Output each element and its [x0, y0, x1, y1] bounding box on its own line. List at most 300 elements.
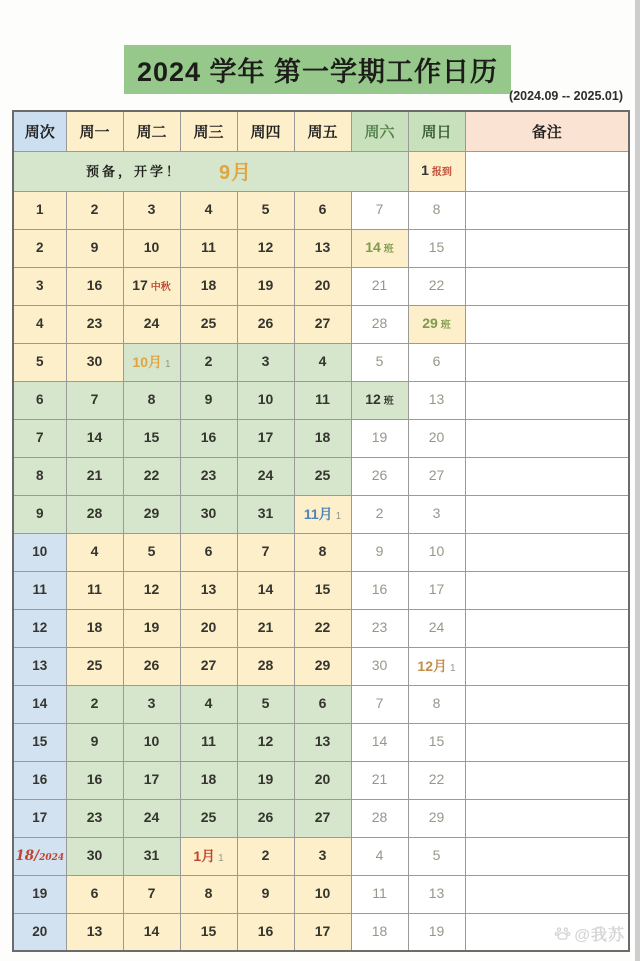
- week-number-cell: [13, 229, 66, 267]
- cell-text: 24: [143, 315, 160, 331]
- week-number-cell: [13, 419, 66, 457]
- day-cell: [294, 381, 351, 419]
- day-cell: [237, 419, 294, 457]
- day-cell: [351, 609, 408, 647]
- cell-text: 10月: [132, 354, 162, 370]
- day-cell: [123, 229, 180, 267]
- cell-text: 27: [314, 315, 331, 331]
- day-cell: [294, 267, 351, 305]
- cell-text: 6: [90, 885, 99, 901]
- cell-text: 27: [428, 467, 445, 483]
- month-banner-cell: [13, 151, 408, 191]
- day-cell: [351, 837, 408, 875]
- day-cell: [180, 267, 237, 305]
- day-cell: [123, 571, 180, 609]
- cell-text: 25: [200, 315, 217, 331]
- day-cell: [408, 685, 465, 723]
- day-cell: [237, 191, 294, 229]
- cell-text: 3: [35, 278, 44, 293]
- cell-text: 29: [314, 657, 331, 673]
- note-cell: [465, 685, 629, 723]
- cell-text: 8: [432, 695, 441, 711]
- week-row-1: [13, 191, 629, 229]
- day-cell: [180, 381, 237, 419]
- day-cell: [351, 723, 408, 761]
- day-cell: [123, 267, 180, 305]
- week-row-20: [13, 913, 629, 951]
- cell-text: 9: [90, 239, 99, 255]
- note-cell: [465, 533, 629, 571]
- day-cell: [237, 229, 294, 267]
- day-cell: [408, 191, 465, 229]
- day-cell: [351, 799, 408, 837]
- cell-text: 26: [143, 657, 160, 673]
- day-cell: [237, 533, 294, 571]
- week-row-13: [13, 647, 629, 685]
- week-row-18: [13, 837, 629, 875]
- cell-text: 10: [143, 733, 160, 749]
- cell-text: 15: [32, 734, 48, 749]
- semester-start-note: 预备，开学！: [86, 164, 183, 180]
- day-cell: [237, 381, 294, 419]
- day-cell: [351, 267, 408, 305]
- day-cell: [66, 571, 123, 609]
- day-cell: [180, 419, 237, 457]
- cell-text: 1: [35, 202, 44, 217]
- day-cell: [180, 229, 237, 267]
- day-cell: [237, 761, 294, 799]
- cell-text: 16: [86, 277, 103, 293]
- cell-text: 4: [375, 847, 384, 863]
- cell-text: 12月: [417, 658, 447, 674]
- week-row-17: [13, 799, 629, 837]
- day-cell: [408, 533, 465, 571]
- cell-text: 班: [440, 320, 451, 331]
- cell-text: 15: [143, 429, 160, 445]
- day-cell: [237, 685, 294, 723]
- day-cell: [123, 381, 180, 419]
- cell-text: 30: [86, 353, 103, 369]
- cell-text: 2024: [39, 853, 65, 863]
- cell-text: 23: [86, 809, 103, 825]
- note-cell: [465, 229, 629, 267]
- cell-text: 4: [204, 695, 213, 711]
- cell-text: 4: [318, 353, 327, 369]
- cell-text: 23: [86, 315, 103, 331]
- cell-text: 班: [383, 396, 394, 407]
- cell-text: 5: [375, 353, 384, 369]
- week-row-3: [13, 267, 629, 305]
- cell-text: 21: [371, 771, 388, 787]
- day-cell: [237, 305, 294, 343]
- day-cell: [351, 457, 408, 495]
- cell-text: 3: [261, 353, 270, 369]
- cell-text: 21: [371, 277, 388, 293]
- month-label-september: 9月: [219, 161, 253, 184]
- cell-text: 10: [428, 543, 445, 559]
- day-cell: [66, 685, 123, 723]
- cell-text: 17: [257, 429, 274, 445]
- day-cell: [294, 533, 351, 571]
- cell-text: 15: [428, 733, 445, 749]
- cell-text: 28: [371, 809, 388, 825]
- day-cell: [294, 305, 351, 343]
- cell-text: 4: [90, 543, 99, 559]
- day-cell: [123, 457, 180, 495]
- day-cell: [180, 837, 237, 875]
- week-row-11: [13, 571, 629, 609]
- cell-text: 2: [35, 240, 44, 255]
- day-cell: [66, 495, 123, 533]
- week-number-cell: [13, 875, 66, 913]
- cell-text: 9: [35, 506, 44, 521]
- cell-text: 18: [314, 429, 331, 445]
- cell-text: 1: [421, 162, 429, 178]
- cell-text: 29: [422, 315, 438, 331]
- week-number-cell: [13, 571, 66, 609]
- day-cell: [294, 875, 351, 913]
- day-cell: [408, 457, 465, 495]
- week-number-cell: [13, 343, 66, 381]
- cell-text: 9: [204, 391, 213, 407]
- day-cell: [66, 837, 123, 875]
- cell-text: 6: [35, 392, 44, 407]
- day-cell: [180, 191, 237, 229]
- cell-text: 13: [314, 239, 331, 255]
- day-cell: [294, 837, 351, 875]
- cell-text: 21: [86, 467, 103, 483]
- day-cell: [408, 267, 465, 305]
- note-cell: [465, 647, 629, 685]
- cell-text: 28: [371, 315, 388, 331]
- cell-text: 30: [371, 657, 388, 673]
- cell-text: 28: [86, 505, 103, 521]
- cell-text: 11: [372, 885, 387, 901]
- day-cell: [237, 647, 294, 685]
- day-cell: [180, 875, 237, 913]
- cell-text: 19: [143, 619, 160, 635]
- cell-text: 9: [261, 885, 270, 901]
- day-cell: [408, 913, 465, 951]
- cell-text: 3: [432, 505, 441, 521]
- cell-text: 17: [32, 810, 48, 825]
- column-header-week: 周次: [13, 111, 66, 151]
- day-cell: [237, 457, 294, 495]
- week-row-8: [13, 457, 629, 495]
- cell-text: 11: [87, 581, 102, 597]
- cell-text: 1: [450, 663, 456, 674]
- day-cell: [123, 305, 180, 343]
- cell-text: 29: [143, 505, 160, 521]
- column-header-notes: 备注: [465, 111, 629, 151]
- week-number-cell: [13, 609, 66, 647]
- week-number-cell: [13, 381, 66, 419]
- day-cell: [66, 533, 123, 571]
- cell-text: 16: [200, 429, 217, 445]
- cell-text: 21: [257, 619, 274, 635]
- week-number-cell: [13, 267, 66, 305]
- cell-text: 19: [32, 886, 48, 901]
- day-cell: [66, 913, 123, 951]
- cell-text: 19: [257, 771, 274, 787]
- cell-text: 5: [147, 543, 156, 559]
- cell-text: 4: [204, 201, 213, 217]
- day-cell: [123, 647, 180, 685]
- day-cell: [237, 875, 294, 913]
- day-cell: [237, 799, 294, 837]
- cell-text: 13: [428, 391, 445, 407]
- cell-text: 7: [35, 430, 44, 445]
- cell-text: 1: [165, 359, 171, 370]
- day-cell: [66, 343, 123, 381]
- week-number-cell: [13, 647, 66, 685]
- cell-text: 20: [200, 619, 217, 635]
- cell-text: 12: [257, 733, 274, 749]
- cell-text: 8: [204, 885, 213, 901]
- day-cell: [66, 267, 123, 305]
- day-cell: [180, 913, 237, 951]
- week-number-cell: [13, 533, 66, 571]
- cell-text: 7: [147, 885, 156, 901]
- cell-text: 20: [314, 277, 331, 293]
- day-cell: [180, 685, 237, 723]
- cell-text: 3: [318, 847, 327, 863]
- day-cell: [237, 571, 294, 609]
- column-header-day7: 周日: [408, 111, 465, 151]
- report-day-cell: [408, 151, 465, 191]
- day-cell: [294, 761, 351, 799]
- day-cell: [408, 419, 465, 457]
- cell-text: 18/: [15, 848, 40, 864]
- calendar-table: [12, 110, 630, 952]
- column-header-day5: 周五: [294, 111, 351, 151]
- week-number-cell: [13, 457, 66, 495]
- week-row-9: [13, 495, 629, 533]
- cell-text: 19: [257, 277, 274, 293]
- cell-text: 2: [90, 695, 99, 711]
- day-cell: [66, 419, 123, 457]
- note-cell: [465, 191, 629, 229]
- cell-text: 15: [428, 239, 445, 255]
- day-cell: [351, 495, 408, 533]
- week-row-4: [13, 305, 629, 343]
- cell-text: 7: [261, 543, 270, 559]
- note-cell: [465, 571, 629, 609]
- day-cell: [351, 191, 408, 229]
- day-cell: [408, 647, 465, 685]
- cell-text: 22: [428, 771, 445, 787]
- cell-text: 23: [371, 619, 388, 635]
- day-cell: [123, 609, 180, 647]
- cell-text: 26: [257, 809, 274, 825]
- cell-text: 11: [315, 391, 330, 407]
- cell-text: 28: [257, 657, 274, 673]
- day-cell: [294, 571, 351, 609]
- day-cell: [180, 457, 237, 495]
- day-cell: [66, 191, 123, 229]
- week-row-6: [13, 381, 629, 419]
- note-cell: [465, 151, 629, 191]
- cell-text: 22: [314, 619, 331, 635]
- cell-text: 25: [200, 809, 217, 825]
- day-cell: [180, 305, 237, 343]
- cell-text: 27: [314, 809, 331, 825]
- cell-text: 10: [257, 391, 274, 407]
- cell-text: 13: [428, 885, 445, 901]
- cell-text: 22: [143, 467, 160, 483]
- day-cell: [66, 723, 123, 761]
- cell-text: 5: [432, 847, 441, 863]
- cell-text: 8: [35, 468, 44, 483]
- cell-text: 14: [365, 239, 381, 255]
- cell-text: 2: [204, 353, 213, 369]
- note-cell: [465, 761, 629, 799]
- day-cell: [123, 419, 180, 457]
- week-number-cell: [13, 495, 66, 533]
- cell-text: 18: [86, 619, 103, 635]
- day-cell: [294, 457, 351, 495]
- cell-text: 29: [428, 809, 445, 825]
- cell-text: 2: [375, 505, 384, 521]
- cell-text: 2: [90, 201, 99, 217]
- note-cell: [465, 723, 629, 761]
- cell-text: 14: [371, 733, 388, 749]
- cell-text: 10: [143, 239, 160, 255]
- day-cell: [123, 837, 180, 875]
- column-header-day3: 周三: [180, 111, 237, 151]
- day-cell: [180, 533, 237, 571]
- cell-text: 2: [261, 847, 270, 863]
- cell-text: 19: [371, 429, 388, 445]
- cell-text: 11月: [303, 506, 333, 522]
- note-cell: [465, 609, 629, 647]
- day-cell: [66, 457, 123, 495]
- day-cell: [123, 913, 180, 951]
- cell-text: 20: [428, 429, 445, 445]
- cell-text: 17: [132, 277, 148, 293]
- cell-text: 15: [200, 922, 217, 939]
- day-cell: [351, 761, 408, 799]
- cell-text: 19: [428, 922, 445, 939]
- cell-text: 17: [314, 922, 331, 939]
- cell-text: 24: [143, 809, 160, 825]
- cell-text: 9: [90, 733, 99, 749]
- day-cell: [237, 343, 294, 381]
- note-cell: [465, 305, 629, 343]
- day-cell: [237, 837, 294, 875]
- day-cell: [408, 799, 465, 837]
- cell-text: 11: [201, 733, 216, 749]
- day-cell: [408, 875, 465, 913]
- day-cell: [351, 875, 408, 913]
- day-cell: [351, 571, 408, 609]
- cell-text: 26: [257, 315, 274, 331]
- cell-text: 10: [314, 885, 331, 901]
- day-cell: [123, 761, 180, 799]
- day-cell: [294, 685, 351, 723]
- cell-text: 1: [218, 853, 224, 864]
- day-cell: [180, 495, 237, 533]
- day-cell: [180, 343, 237, 381]
- week-row-5: [13, 343, 629, 381]
- cell-text: 16: [371, 581, 388, 597]
- cell-text: 24: [257, 467, 274, 483]
- cell-text: 23: [200, 467, 217, 483]
- cell-text: 14: [32, 696, 48, 711]
- cell-text: 30: [200, 505, 217, 521]
- cell-text: 9: [375, 543, 384, 559]
- day-cell: [237, 723, 294, 761]
- cell-text: 18: [200, 277, 217, 293]
- cell-text: 31: [257, 505, 274, 521]
- day-cell: [408, 609, 465, 647]
- cell-text: 25: [314, 467, 331, 483]
- cell-text: 12: [143, 581, 160, 597]
- cell-text: 6: [432, 353, 441, 369]
- cell-text: 12: [32, 620, 48, 635]
- day-cell: [351, 229, 408, 267]
- cell-text: 18: [371, 922, 388, 939]
- cell-text: 12: [257, 239, 274, 255]
- day-cell: [294, 913, 351, 951]
- note-cell: [465, 913, 629, 951]
- day-cell: [294, 343, 351, 381]
- note-cell: [465, 799, 629, 837]
- cell-text: 11: [201, 239, 216, 255]
- cell-text: 13: [314, 733, 331, 749]
- day-cell: [180, 761, 237, 799]
- date-range: (2024.09 -- 2025.01): [509, 89, 623, 103]
- cell-text: 6: [318, 695, 327, 711]
- cell-text: 4: [35, 316, 44, 331]
- cell-text: 14: [257, 581, 274, 597]
- day-cell: [351, 647, 408, 685]
- day-cell: [351, 381, 408, 419]
- cell-text: 10: [32, 544, 48, 559]
- header-row: [13, 111, 629, 151]
- cell-text: 27: [200, 657, 217, 673]
- note-cell: [465, 875, 629, 913]
- week-number-cell: [13, 685, 66, 723]
- cell-text: 8: [147, 391, 156, 407]
- week-row-14: [13, 685, 629, 723]
- day-cell: [351, 305, 408, 343]
- day-cell: [351, 913, 408, 951]
- week-row-19: [13, 875, 629, 913]
- day-cell: [66, 609, 123, 647]
- cell-text: 6: [204, 543, 213, 559]
- day-cell: [123, 723, 180, 761]
- note-cell: [465, 343, 629, 381]
- day-cell: [294, 609, 351, 647]
- cell-text: 17: [428, 581, 445, 597]
- day-cell: [408, 837, 465, 875]
- cell-text: 3: [147, 695, 156, 711]
- cell-text: 15: [314, 581, 331, 597]
- column-header-day1: 周一: [66, 111, 123, 151]
- day-cell: [408, 381, 465, 419]
- cell-text: 24: [428, 619, 445, 635]
- day-cell: [180, 571, 237, 609]
- cell-text: 30: [86, 847, 103, 863]
- day-cell: [294, 229, 351, 267]
- day-cell: [294, 495, 351, 533]
- day-cell: [408, 571, 465, 609]
- cell-text: 12: [365, 391, 381, 407]
- cell-text: 中秋: [150, 282, 171, 293]
- cell-text: 1月: [193, 848, 216, 864]
- cell-text: 3: [147, 201, 156, 217]
